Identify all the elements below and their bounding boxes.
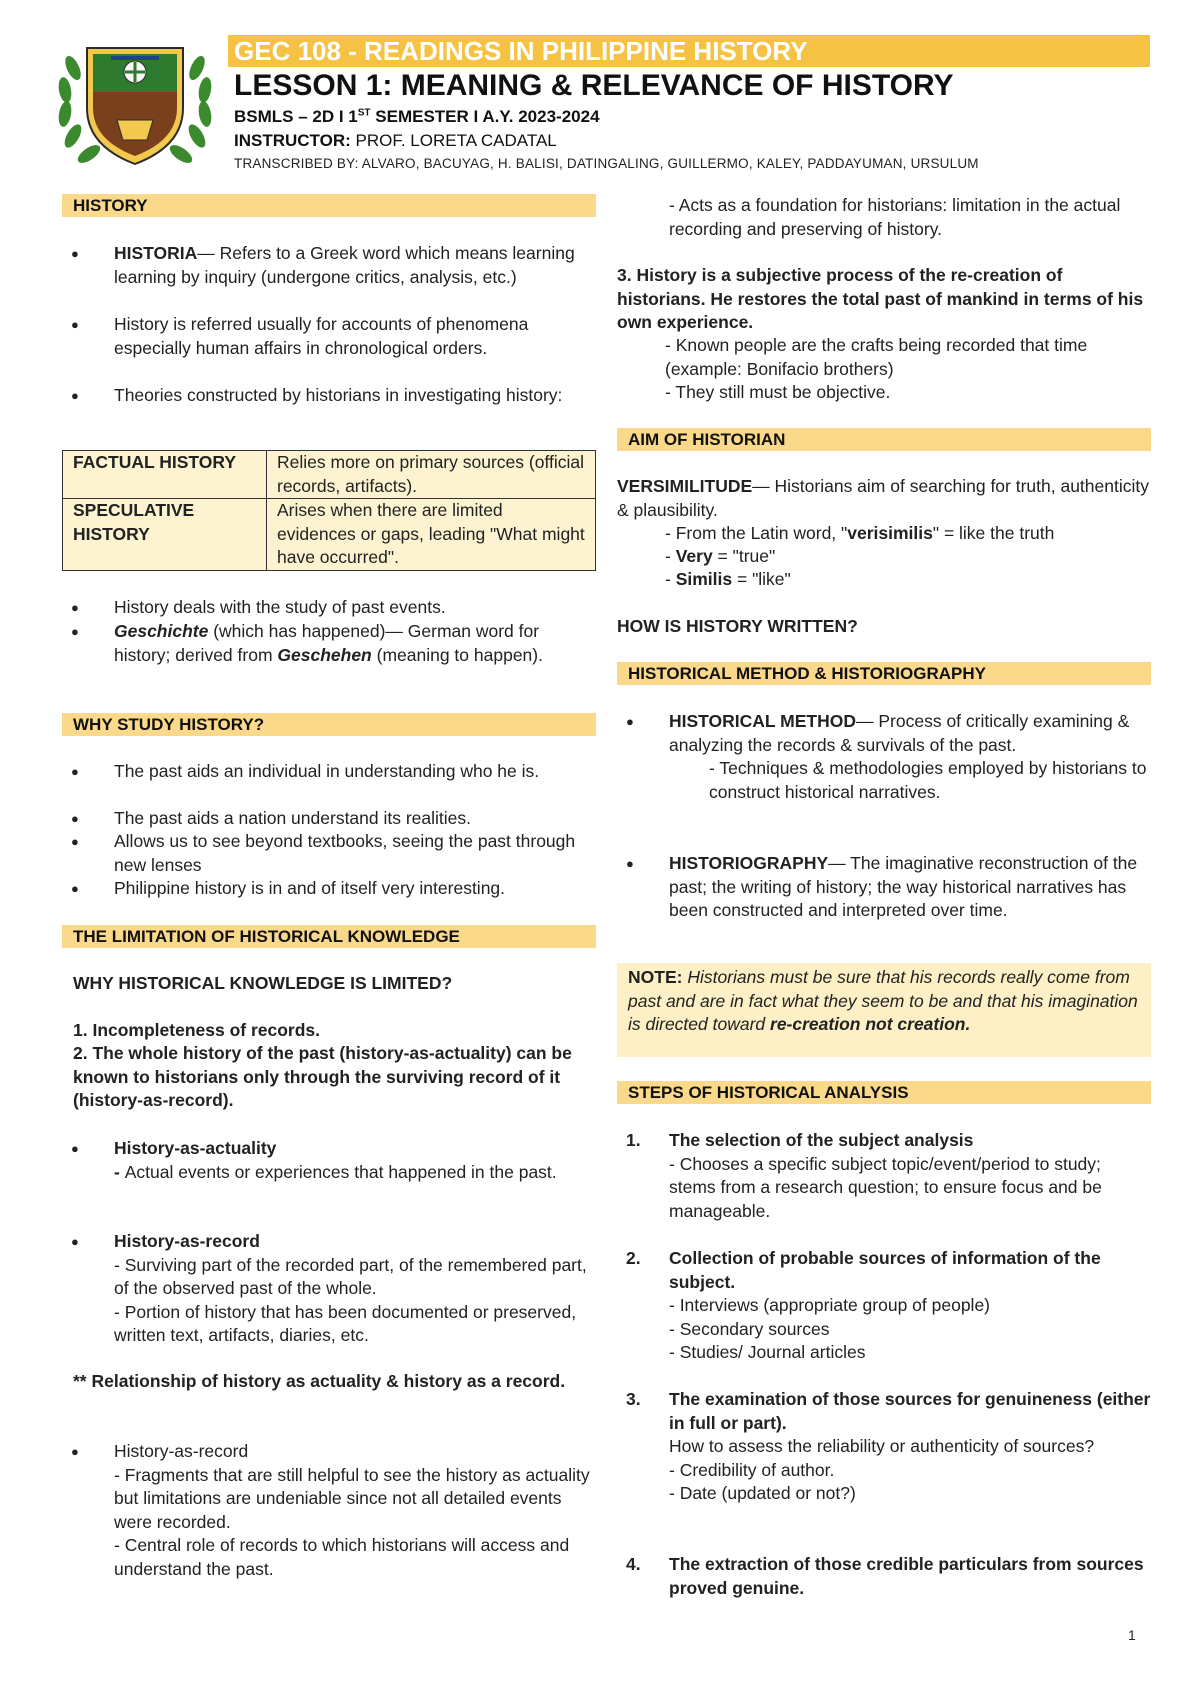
step-1: 1. The selection of the subject analysis - Chooses a specific subject topic/event/period to study; stems from a research question; to ensure focus and be manageable. xyxy=(617,1129,1151,1223)
step-detail: - Secondary sources xyxy=(669,1318,830,1339)
bullet-theories: ● Theories constructed by historians in investigating history: xyxy=(62,384,596,408)
versimilitude-detail: - Very = "true" xyxy=(665,546,776,566)
step-detail: How to assess the reliability or authenticity of sources? xyxy=(669,1436,1095,1456)
detail: - Surviving part of the recorded part, of the remembered part, of the observed past of the whole. xyxy=(114,1254,587,1298)
how-written-heading: HOW IS HISTORY WRITTEN? xyxy=(617,616,858,636)
history-types-table xyxy=(62,450,596,571)
limitation-point-1: 1. Incompleteness of records. xyxy=(73,1020,321,1040)
list-item: ● The past aids an individual in understanding who he is. xyxy=(62,760,596,784)
term: ● History-as-actuality xyxy=(114,1138,277,1158)
bullet-history-as-actuality: ● History-as-actuality - Actual events or experiences that happened in the past. xyxy=(62,1137,596,1184)
detail: - Portion of history that has been documented or preserved, written text, artifacts, diaries, etc. xyxy=(114,1301,577,1345)
limitation-point-2: 2. The whole history of the past (history-as-actuality) can be known to historians only through the surviving record of it (history-as-record). xyxy=(73,1043,572,1110)
step-title: Collection of probable sources of information of the subject. xyxy=(669,1248,1101,1292)
table-key: FACTUAL HISTORY xyxy=(63,451,267,499)
bullet-history-accounts: ● History is referred usually for accounts of phenomena especially human affairs in chronological orders. xyxy=(62,313,596,360)
note-box: NOTE: Historians must be sure that his records really come from past and are in fact what they seem to be and that his imagination is directed toward re-creation not creation. xyxy=(617,963,1151,1057)
step-detail: - Date (updated or not?) xyxy=(669,1483,856,1503)
step-3: 3. The examination of those sources for genuineness (either in full or part). How to assess the reliability or authenticity of sources? - Credibility of author. - Date (updated or not?) xyxy=(617,1388,1151,1506)
detail: - Central role of records to which historians will access and understand the past. xyxy=(114,1535,570,1579)
detail: - Fragments that are still helpful to see the history as actuality but limitations are undeniable since not all detailed events were recorded. xyxy=(114,1464,590,1532)
list-item: ● The past aids a nation understand its realities. xyxy=(62,807,596,831)
table-value: Relies more on primary sources (official records, artifacts). xyxy=(267,451,596,499)
transcribed-by: TRANSCRIBED BY: ALVARO, BACUYAG, H. BALISI, DATINGALING, GUILLERMO, KALEY, PADDAYUMAN, URSULUM xyxy=(234,156,979,171)
bullet-relationship-record xyxy=(62,1440,596,1581)
term: ● History-as-record xyxy=(114,1441,249,1461)
section-heading-limitation: THE LIMITATION OF HISTORICAL KNOWLEDGE xyxy=(62,925,596,948)
step-detail: - Chooses a specific subject topic/event/period to study; stems from a research question; to ensure focus and be manageable. xyxy=(669,1153,1102,1221)
bullet-geschichte: ● Geschichte (which has happened)— German word for history; derived from Geschehen (meaning to happen). xyxy=(62,620,596,667)
section-heading-why-study: WHY STUDY HISTORY? xyxy=(62,713,596,736)
step-title: The extraction of those credible particulars from sources proved genuine. xyxy=(669,1554,1144,1598)
bullet-past-events: ● History deals with the study of past events. xyxy=(62,596,596,620)
versimilitude-definition: VERSIMILITUDE— Historians aim of searching for truth, authenticity & plausibility. xyxy=(617,476,1149,520)
term: ● History-as-record xyxy=(114,1231,260,1251)
table-key: SPECULATIVE HISTORY xyxy=(63,499,267,571)
college-logo xyxy=(55,28,215,168)
continued-detail: - Acts as a foundation for historians: limitation in the actual recording and preserving of history. xyxy=(669,195,1121,239)
bullet-history-as-record xyxy=(62,1230,596,1348)
section-heading-aim: AIM OF HISTORIAN xyxy=(617,428,1151,451)
limitation-question: WHY HISTORICAL KNOWLEDGE IS LIMITED? xyxy=(73,973,453,993)
versimilitude-detail: - From the Latin word, "verisimilis" = like the truth xyxy=(665,523,1055,543)
bullet-historical-method: ● HISTORICAL METHOD— Process of critically examining & analyzing the records & survivals of the past. - Techniques & methodologies employed by historians to construct historical narratives. xyxy=(617,710,1151,804)
step-detail: - Credibility of author. xyxy=(669,1459,835,1480)
bullet-historia: ● HISTORIA— Refers to a Greek word which means learning learning by inquiry (undergone critics, analysis, etc.) xyxy=(62,242,596,289)
limitation-point-3: 3. History is a subjective process of the re-creation of historians. He restores the total past of mankind in terms of his own experience. xyxy=(617,265,1144,332)
section-heading-steps: STEPS OF HISTORICAL ANALYSIS xyxy=(617,1081,1151,1104)
step-title: The selection of the subject analysis xyxy=(669,1130,974,1150)
step-4: 4. The extraction of those credible particulars from sources proved genuine. xyxy=(617,1553,1151,1600)
table-row xyxy=(63,499,596,571)
course-title: GEC 108 - READINGS IN PHILIPPINE HISTORY xyxy=(228,35,1150,67)
lesson-title: LESSON 1: MEANING & RELEVANCE OF HISTORY xyxy=(234,69,954,102)
relationship-note: ** Relationship of history as actuality & history as a record. xyxy=(73,1371,566,1391)
table-row xyxy=(63,451,596,499)
bullet-historiography: ● HISTORIOGRAPHY— The imaginative reconstruction of the past; the writing of history; the way historical narratives has been constructed and interpreted over time. xyxy=(617,852,1151,923)
section-heading-method: HISTORICAL METHOD & HISTORIOGRAPHY xyxy=(617,662,1151,685)
detail: - Techniques & methodologies employed by historians to construct historical narratives. xyxy=(709,758,1147,802)
instructor-line: INSTRUCTOR: PROF. LORETA CADATAL xyxy=(234,131,557,150)
point-3-detail: - They still must be objective. xyxy=(665,382,891,402)
step-2: 2. Collection of probable sources of information of the subject. - Interviews (appropriate group of people) - Secondary sources - Studies/ Journal articles xyxy=(617,1247,1151,1365)
section-info: BSMLS – 2D I 1ST SEMESTER I A.Y. 2023-2024 xyxy=(234,107,600,126)
table-value: Arises when there are limited evidences or gaps, leading "What might have occurred". xyxy=(267,499,596,571)
section-heading-history: HISTORY xyxy=(62,194,596,217)
versimilitude-detail: - Similis = "like" xyxy=(665,569,791,589)
list-item: ● Philippine history is in and of itself very interesting. xyxy=(62,877,596,901)
list-item: ● Allows us to see beyond textbooks, seeing the past through new lenses xyxy=(62,830,596,877)
page-number: 1 xyxy=(1128,1627,1136,1643)
step-detail: - Interviews (appropriate group of people) xyxy=(669,1295,991,1315)
step-title: The examination of those sources for genuineness (either in full or part). xyxy=(669,1389,1151,1433)
step-detail: - Studies/ Journal articles xyxy=(669,1342,866,1362)
point-3-detail: - Known people are the crafts being recorded that time (example: Bonifacio brothers) xyxy=(665,335,1088,379)
